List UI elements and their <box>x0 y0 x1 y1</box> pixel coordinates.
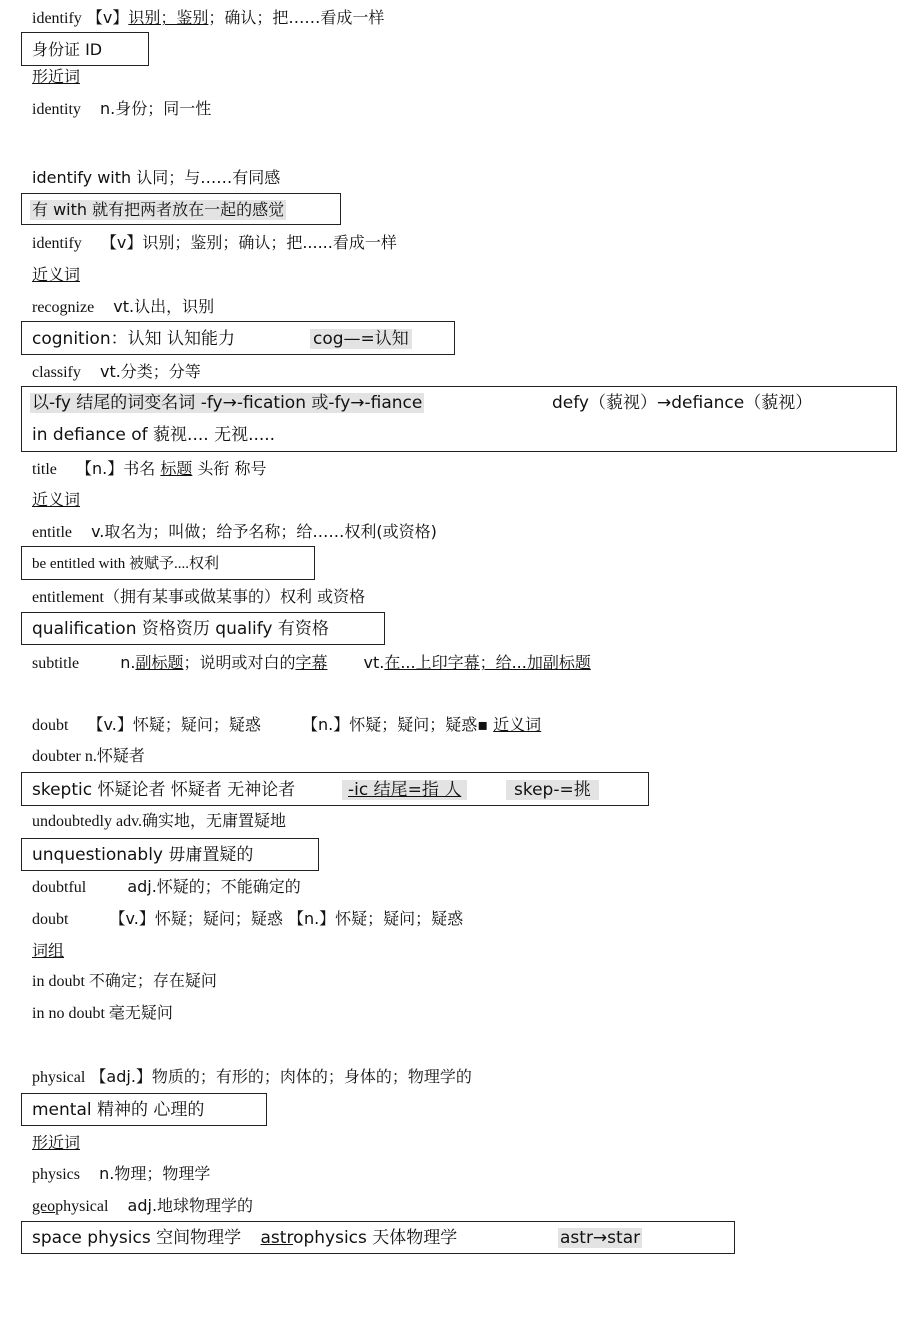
astrophysics: ophysics 天体物理学 <box>293 1228 458 1248</box>
definition: 【adj.】物质的；有形的；肉体的；身体的；物理学的 <box>90 1067 472 1086</box>
entitle-entry <box>32 522 437 543</box>
note-box-astrophysics <box>21 1221 735 1254</box>
doubter-entry: doubter n.怀疑者 <box>32 748 145 765</box>
pos-label: n. <box>120 653 136 672</box>
headword: doubt <box>32 911 69 928</box>
definition: adj.地球物理学的 <box>127 1196 254 1215</box>
in-doubt-phrase: in doubt 不确定；存在疑问 <box>32 973 217 990</box>
definition: n.身份；同一性 <box>99 99 212 118</box>
headword: doubt <box>32 717 69 734</box>
headword: recognize <box>32 299 95 316</box>
identity-entry <box>32 99 211 120</box>
doubt-entry-2 <box>32 909 463 930</box>
identify-with-phrase: identify with 认同；与……有同感 <box>32 168 281 187</box>
subtitle-entry <box>32 653 591 674</box>
note-text: skeptic 怀疑论者 怀疑者 无神论者 <box>32 780 296 800</box>
note-box-unquestionably <box>21 838 319 871</box>
definition: vt.分类；分等 <box>99 362 201 381</box>
headword: physical <box>55 1198 109 1215</box>
note-text: cognition：认知 认知能力 <box>32 329 236 349</box>
definition: ；确认；把……看成一样 <box>208 8 385 27</box>
classify-entry <box>32 362 201 383</box>
note-text <box>32 1228 457 1248</box>
title-entry <box>32 459 267 480</box>
headword: classify <box>32 364 81 381</box>
note-text: qualification 资格资历 qualify 有资格 <box>32 619 329 639</box>
part-of-speech: 【n.】书名 <box>75 459 161 478</box>
doubtful-entry <box>32 877 301 898</box>
note-box-fy <box>21 386 897 452</box>
note-text: 身份证 ID <box>32 40 103 59</box>
note-box-with <box>21 193 341 225</box>
definition-underlined: 在...上印字幕；给...加副标题 <box>384 653 591 672</box>
section-heading-similar-form: 形近词 <box>32 1133 81 1152</box>
recognize-entry <box>32 297 214 318</box>
section-heading-similar-form: 形近词 <box>32 67 81 86</box>
note-text: in defiance of 藐视.... 无视..... <box>32 425 276 445</box>
headword: title <box>32 461 57 478</box>
geophysical-entry <box>32 1196 253 1217</box>
definition-underlined: 字幕 <box>295 653 328 672</box>
identify-entry-2 <box>32 233 397 254</box>
headword: physics <box>32 1166 80 1183</box>
note-text: unquestionably 毋庸置疑的 <box>32 845 254 865</box>
note-box-id <box>21 32 149 66</box>
physics-entry <box>32 1164 210 1185</box>
note-text: mental 精神的 心理的 <box>32 1100 205 1120</box>
note-highlight: astr→star <box>560 1228 641 1248</box>
astr-prefix: astr <box>260 1228 294 1248</box>
space-physics: space physics 空间物理学 <box>32 1228 242 1248</box>
definition: n.物理；物理学 <box>99 1164 211 1183</box>
headword: identify <box>32 10 82 27</box>
entitlement-entry <box>32 587 365 608</box>
section-heading-phrases: 词组 <box>32 941 65 960</box>
note-box-qualification <box>21 612 385 645</box>
note-highlight: skep-=挑 <box>506 780 599 800</box>
headword: physical <box>32 1069 86 1086</box>
note-box-cognition <box>21 321 455 355</box>
definition: ；说明或对白的 <box>183 653 296 672</box>
note-box-mental <box>21 1093 267 1126</box>
note-text: be entitled with 被赋予....权利 <box>32 556 220 572</box>
definition-underlined: 副标题 <box>135 653 184 672</box>
definition: v.取名为；叫做；给予名称；给……权利(或资格) <box>91 522 437 541</box>
identify-entry <box>32 8 384 29</box>
definition: 【v.】怀疑；疑问；疑惑 <box>87 715 261 734</box>
undoubtedly-entry: undoubtedly adv.确实地，无庸置疑地 <box>32 813 287 830</box>
headword-prefix: geo <box>32 1198 56 1215</box>
note-highlight: -ic 结尾=指 人 <box>342 780 467 800</box>
part-of-speech: 【v】 <box>86 8 129 27</box>
note-box-skeptic <box>21 772 649 806</box>
definition: 【v.】怀疑；疑问；疑惑 【n.】怀疑；疑问；疑惑 <box>109 909 464 928</box>
headword: entitlement <box>32 589 104 606</box>
note-text: 有 with 就有把两者放在一起的感觉 <box>32 200 285 219</box>
headword: entitle <box>32 524 72 541</box>
physical-entry <box>32 1067 472 1088</box>
headword: subtitle <box>32 655 80 672</box>
note-highlight: cog—=认知 <box>310 329 412 349</box>
doubt-entry <box>32 715 541 736</box>
definition-underlined: 识别；鉴别 <box>128 8 209 27</box>
headword: doubtful <box>32 879 87 896</box>
pos-label: vt. <box>363 653 385 672</box>
definition: （拥有某事或做某事的）权利 或资格 <box>103 587 366 606</box>
section-heading-synonym: 近义词 <box>493 715 542 734</box>
definition: 【v】识别；鉴别；确认；把......看成一样 <box>100 233 397 252</box>
definition: 【n.】怀疑；疑问；疑惑▪ <box>301 715 489 734</box>
headword: identify <box>32 235 82 252</box>
note-highlight: 以-fy 结尾的词变名词 -fy→-fication 或-fy→-fiance <box>32 393 423 413</box>
section-heading-synonym: 近义词 <box>32 265 81 284</box>
definition: adj.怀疑的；不能确定的 <box>127 877 301 896</box>
section-heading-synonym: 近义词 <box>32 490 81 509</box>
in-no-doubt-phrase: in no doubt 毫无疑问 <box>32 1005 173 1022</box>
note-text: defy（藐视）→defiance（藐视） <box>552 393 813 413</box>
headword: identity <box>32 101 81 118</box>
definition: vt.认出，识别 <box>113 297 215 316</box>
note-box-entitled <box>21 546 315 580</box>
definition-underlined: 标题 <box>160 459 193 478</box>
definition: 头衔 称号 <box>192 459 267 478</box>
